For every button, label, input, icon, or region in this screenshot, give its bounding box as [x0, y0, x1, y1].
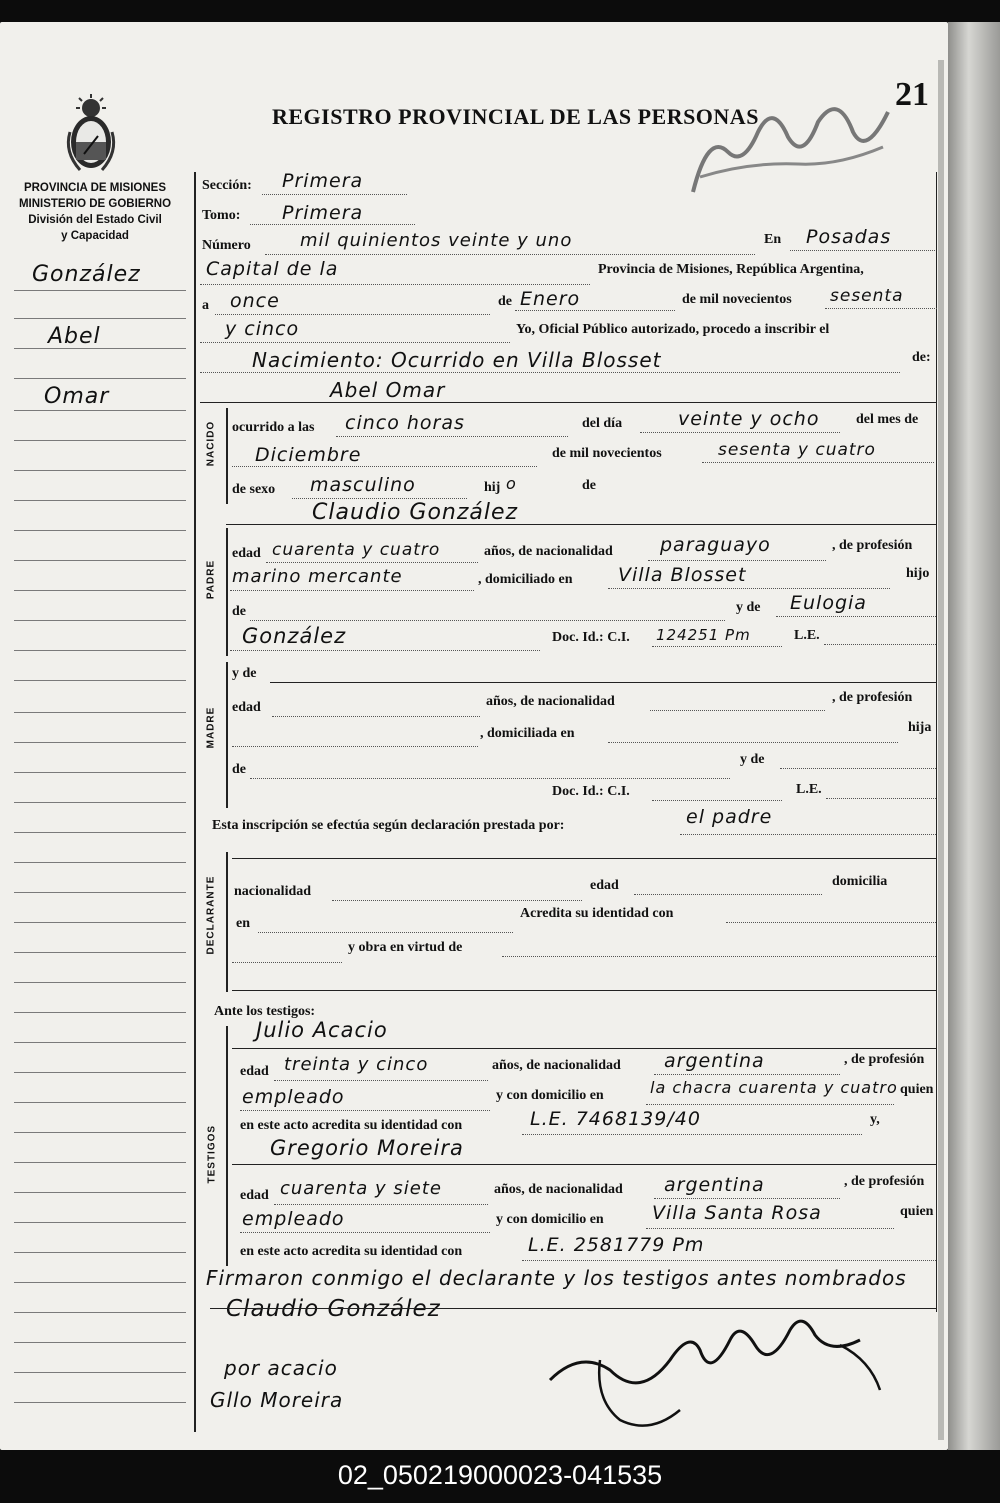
firma-declarante: Claudio González [226, 1296, 441, 1322]
madre-bar [226, 662, 228, 808]
hijo-de-label: de [582, 478, 596, 493]
seccion-value: Primera [282, 170, 364, 192]
page-edge-shadow [938, 60, 944, 1440]
declarante-acredita-label: Acredita su identidad con [520, 906, 674, 921]
anio-label: de mil novecientos [682, 292, 792, 307]
testigo1-nacionalidad: argentina [664, 1050, 765, 1072]
firmaron-text: Firmaron conmigo el declarante y los testigos antes nombrados [206, 1266, 907, 1290]
mes-value: Diciembre [255, 444, 362, 466]
hora-value: cinco horas [345, 412, 465, 434]
padre-doc-label: Doc. Id.: C.I. [552, 630, 630, 645]
testigo2-profesion: empleado [242, 1208, 345, 1230]
padre-bar [226, 528, 228, 656]
testigo1-acredita-label: en este acto acredita su identidad con [240, 1118, 463, 1133]
padre-hijo-label: hijo [906, 566, 930, 581]
tomo-label: Tomo: [202, 208, 241, 223]
madre-yde2-label: y de [740, 752, 765, 767]
madre-hija-label: hija [908, 720, 932, 735]
margin-divider [194, 172, 196, 1432]
testigos-bar [226, 1026, 228, 1266]
declarante-nac-label: nacionalidad [234, 884, 312, 899]
page-edge-strip [948, 22, 1000, 1450]
madre-le-label: L.E. [796, 782, 822, 797]
en-value: Posadas [806, 226, 892, 248]
anio-nac-value: sesenta y cuatro [718, 440, 876, 460]
de-label: de [498, 294, 512, 309]
declarante-edad-label: edad [590, 878, 619, 893]
coat-of-arms-icon [60, 92, 122, 178]
margin-name-1: Abel [48, 324, 101, 349]
capital-value: Capital de la [206, 258, 339, 280]
nacido-bar [226, 408, 228, 504]
declaracion-label: Esta inscripción se efectúa según declaración prestada por: [212, 818, 565, 833]
nombre-inscripto: Abel Omar [330, 378, 446, 402]
register-title: REGISTRO PROVINCIAL DE LAS PERSONAS [272, 104, 759, 129]
padre-apellido: González [242, 624, 347, 648]
testigo1-quien-label: quien [900, 1082, 934, 1097]
testigo2-prof-label: , de profesión [844, 1174, 925, 1189]
padre-prof-label: , de profesión [832, 538, 913, 553]
padre-label: PADRE [205, 559, 217, 600]
testigo1-prof-label: , de profesión [844, 1052, 925, 1067]
form-right-border [936, 172, 937, 1312]
tomo-value: Primera [282, 202, 364, 224]
mes-label: del mes de [856, 412, 919, 427]
padre-dom-label: , domiciliado en [478, 572, 573, 587]
acto-value: Nacimiento: Ocurrido en Villa Blosset [252, 348, 662, 372]
padre-madre-de: Eulogia [790, 592, 867, 614]
padre-domicilio: Villa Blosset [618, 564, 747, 586]
madre-edad-label: edad [232, 700, 261, 715]
testigos-label: TESTIGOS [206, 1124, 218, 1184]
padre-edad: cuarenta y cuatro [272, 540, 441, 560]
madre-de-label: de [232, 762, 246, 777]
padre-de-label: de [232, 604, 246, 619]
sexo-label: de sexo [232, 482, 276, 497]
testigo1-profesion: empleado [242, 1086, 345, 1108]
nacido-label: NACIDO [205, 420, 217, 467]
hijo-label: hij [484, 480, 501, 495]
testigo2-acredita-label: en este acto acredita su identidad con [240, 1244, 463, 1259]
testigo2-dom-label: y con domicilio en [496, 1212, 604, 1227]
pie-linea-2: Gllo Moreira [210, 1388, 344, 1412]
madre-doc-label: Doc. Id.: C.I. [552, 784, 630, 799]
declaracion-valor: el padre [686, 806, 773, 828]
padre-edad-label: edad [232, 546, 261, 561]
testigo1-dom-label: y con domicilio en [496, 1088, 604, 1103]
padre-nombre: Claudio González [312, 500, 519, 525]
ante-testigos-label: Ante los testigos: [214, 1004, 316, 1019]
testigo2-nacionalidad: argentina [664, 1174, 765, 1196]
testigo2-nombre: Gregorio Moreira [270, 1136, 464, 1160]
margin-name-2: Omar [44, 384, 110, 409]
hijo-value: o [506, 474, 517, 493]
padre-nac-label: años, de nacionalidad [484, 544, 613, 559]
declarante-en-label: en [236, 916, 250, 931]
office-block [0, 180, 190, 244]
dia-value: veinte y ocho [678, 408, 820, 430]
padre-nacionalidad: paraguayo [660, 534, 771, 556]
office-line-4: y Capacidad [61, 230, 129, 242]
dia-label: del día [582, 416, 623, 431]
seccion-label: Sección: [202, 178, 252, 193]
sexo-value: masculino [310, 474, 416, 496]
testigo2-edad-label: edad [240, 1188, 269, 1203]
office-line-3: División del Estado Civil [28, 214, 162, 226]
madre-nac-label: años, de nacionalidad [486, 694, 615, 709]
testigo2-doc: L.E. 2581779 Pm [528, 1234, 705, 1256]
mes-registro: Enero [520, 288, 581, 310]
stamp-signature [688, 92, 898, 202]
testigo1-nombre: Julio Acacio [256, 1018, 388, 1042]
anio-registro-2: y cinco [225, 318, 300, 340]
declarante-dom-label: domicilia [832, 874, 888, 889]
padre-doc: 124251 Pm [656, 626, 751, 644]
declarante-obra-label: y obra en virtud de [348, 940, 463, 955]
margin-surname: González [32, 262, 141, 287]
madre-dom-label: , domiciliada en [480, 726, 575, 741]
declarante-bar [226, 852, 228, 992]
testigo1-y-label: y, [870, 1112, 880, 1127]
padre-yde-label: y de [736, 600, 761, 615]
madre-label: MADRE [205, 706, 217, 749]
office-line-1: PROVINCIA DE MISIONES [23, 182, 167, 194]
testigo1-doc: L.E. 7468139/40 [530, 1108, 701, 1130]
oficial-label: Yo, Oficial Público autorizado, procedo a inscribir el [516, 322, 830, 337]
testigo1-edad: treinta y cinco [284, 1054, 429, 1075]
de2-label: de: [912, 350, 931, 365]
ocurrido-label: ocurrido a las [232, 420, 315, 435]
provincia-label: Provincia de Misiones, República Argentina, [598, 262, 864, 277]
testigo1-edad-label: edad [240, 1064, 269, 1079]
numero-value: mil quinientos veinte y uno [300, 230, 573, 251]
padre-le-label: L.E. [794, 628, 820, 643]
testigo1-domicilio: la chacra cuarenta y cuatro [650, 1078, 898, 1097]
testigo2-nac-label: años, de nacionalidad [494, 1182, 623, 1197]
page-number: 21 [895, 76, 929, 113]
oficial-signature [540, 1300, 890, 1440]
numero-label: Número [202, 238, 251, 253]
anio-registro: sesenta [830, 286, 904, 306]
testigo2-domicilio: Villa Santa Rosa [652, 1202, 822, 1224]
pie-linea-1: por acacio [224, 1356, 338, 1380]
testigo1-nac-label: años, de nacionalidad [492, 1058, 621, 1073]
madre-prof-label: , de profesión [832, 690, 913, 705]
madre-yde-label: y de [232, 666, 257, 681]
file-id-caption: 02_050219000023-041535 [337, 1460, 663, 1490]
office-line-2: MINISTERIO DE GOBIERNO [18, 198, 172, 210]
anio-nac-label: de mil novecientos [552, 446, 662, 461]
padre-profesion: marino mercante [232, 566, 403, 587]
testigo2-quien-label: quien [900, 1204, 934, 1219]
en-label: En [764, 232, 782, 247]
dia-registro: once [230, 290, 280, 312]
declarante-label: DECLARANTE [205, 875, 217, 955]
testigo2-edad: cuarenta y siete [280, 1178, 442, 1199]
a-label: a [202, 298, 209, 313]
